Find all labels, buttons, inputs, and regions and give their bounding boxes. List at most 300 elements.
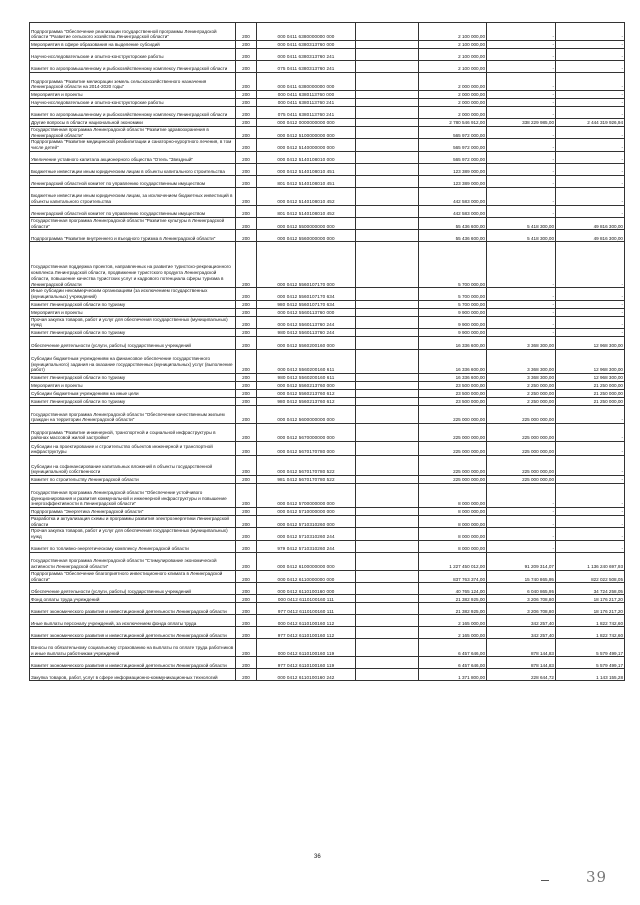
row-empty-cell — [356, 627, 419, 639]
row-admin-cell: 200 — [236, 350, 257, 374]
table-row — [30, 151, 625, 163]
table-row — [30, 456, 625, 476]
row-amount-executed-cell: 15 740 865,95 — [487, 570, 556, 582]
row-code-cell: 977 0412 6110100160 119 — [257, 657, 356, 669]
row-amount-executed-cell: 225 000 000,00 — [487, 424, 556, 442]
row-name-cell: Подпрограмма "Энергетика Ленинградской области" — [30, 508, 236, 516]
table-row — [30, 205, 625, 217]
row-name-cell: Подпрограмма "Обеспечение благоприятного инвестиционного климата в Ленинградской области" — [30, 570, 236, 582]
row-admin-cell: 200 — [236, 390, 257, 398]
row-amount-remaining-cell: - — [556, 288, 625, 300]
row-code-cell: 000 0412 5560213760 612 — [257, 390, 356, 398]
row-amount-remaining-cell: - — [556, 300, 625, 308]
handwritten-page-stamp: 39 — [586, 868, 608, 886]
row-amount-executed-cell: 2 250 000,00 — [487, 398, 556, 406]
row-amount-remaining-cell: - — [556, 49, 625, 61]
row-empty-cell — [356, 398, 419, 406]
row-amount-approved-cell: 5 700 000,00 — [419, 242, 487, 288]
row-amount-approved-cell: 8 000 000,00 — [419, 508, 487, 516]
row-admin-cell: 200 — [236, 119, 257, 127]
row-empty-cell — [356, 382, 419, 390]
row-amount-remaining-cell: 822 022 508,05 — [556, 570, 625, 582]
row-admin-cell: 200 — [236, 540, 257, 552]
row-admin-cell: 200 — [236, 163, 257, 175]
row-amount-approved-cell: 225 000 000,00 — [419, 456, 487, 476]
row-code-cell: 000 0412 6100000000 000 — [257, 552, 356, 570]
row-empty-cell — [356, 300, 419, 308]
table-row — [30, 23, 625, 41]
row-amount-approved-cell: 16 336 600,00 — [419, 374, 487, 382]
row-code-cell: 801 0412 5140108010 452 — [257, 205, 356, 217]
row-code-cell: 000 0412 5700000000 000 — [257, 484, 356, 508]
row-admin-cell: 200 — [236, 23, 257, 41]
row-amount-remaining-cell: - — [556, 424, 625, 442]
row-amount-executed-cell: 3 206 708,80 — [487, 603, 556, 615]
row-empty-cell — [356, 99, 419, 107]
row-amount-executed-cell: - — [487, 61, 556, 73]
row-amount-executed-cell: - — [487, 242, 556, 288]
row-admin-cell: 200 — [236, 552, 257, 570]
row-amount-approved-cell: 225 000 000,00 — [419, 442, 487, 456]
row-amount-remaining-cell: 18 176 217,20 — [556, 603, 625, 615]
row-name-cell: Государственная программа Ленинградской области "Обеспечение устойчивого функционирования и развития коммунальной и инженерной инфраструктуры и повышение энергоэффективности в Ленинградской области" — [30, 484, 236, 508]
table-row — [30, 175, 625, 187]
table-row — [30, 49, 625, 61]
row-code-cell: 000 0412 6110100160 112 — [257, 615, 356, 627]
row-amount-approved-cell: 2 780 546 912,00 — [419, 119, 487, 127]
row-code-cell: 000 0411 6380113760 000 — [257, 91, 356, 99]
row-amount-remaining-cell: - — [556, 442, 625, 456]
row-code-cell: 000 0412 5100000000 000 — [257, 127, 356, 139]
row-amount-executed-cell: - — [487, 528, 556, 540]
row-empty-cell — [356, 308, 419, 316]
row-name-cell: Субсидии бюджетным учреждениям на иные цели — [30, 390, 236, 398]
row-admin-cell: 200 — [236, 406, 257, 424]
row-amount-approved-cell: 40 765 124,00 — [419, 583, 487, 595]
row-name-cell: Научно-исследовательские и опытно-конструкторские работы — [30, 99, 236, 107]
row-amount-remaining-cell: 1 136 240 697,93 — [556, 552, 625, 570]
row-admin-cell: 200 — [236, 484, 257, 508]
row-name-cell: Научно-исследовательские и опытно-конструкторские работы — [30, 49, 236, 61]
row-empty-cell — [356, 603, 419, 615]
row-amount-executed-cell: - — [487, 127, 556, 139]
table-row — [30, 127, 625, 139]
row-amount-executed-cell: 5 418 300,00 — [487, 230, 556, 242]
row-admin-cell: 200 — [236, 49, 257, 61]
row-code-cell: 000 0411 6380113760 241 — [257, 99, 356, 107]
table-row — [30, 337, 625, 350]
row-amount-remaining-cell: - — [556, 540, 625, 552]
row-name-cell: Бюджетные инвестиции иным юридическим лицам в объекты капитального строительства — [30, 163, 236, 175]
row-amount-remaining-cell: - — [556, 484, 625, 508]
row-amount-remaining-cell: 1 822 742,60 — [556, 627, 625, 639]
row-amount-approved-cell: 2 100 000,00 — [419, 41, 487, 49]
row-admin-cell: 200 — [236, 329, 257, 337]
row-admin-cell: 200 — [236, 627, 257, 639]
row-name-cell: Ленинградский областной комитет по управлению государственным имуществом — [30, 205, 236, 217]
row-amount-executed-cell: 225 000 000,00 — [487, 442, 556, 456]
row-amount-approved-cell: 2 000 000,00 — [419, 73, 487, 91]
row-empty-cell — [356, 583, 419, 595]
table-row — [30, 41, 625, 49]
row-amount-remaining-cell: - — [556, 508, 625, 516]
row-empty-cell — [356, 615, 419, 627]
row-amount-executed-cell: 3 368 300,00 — [487, 337, 556, 350]
table-row — [30, 570, 625, 582]
row-amount-remaining-cell: - — [556, 163, 625, 175]
row-amount-remaining-cell: - — [556, 91, 625, 99]
table-row — [30, 484, 625, 508]
row-amount-approved-cell: 9 900 000,00 — [419, 316, 487, 328]
row-name-cell: Комитет Ленинградской области по туризму — [30, 329, 236, 337]
row-name-cell: Субсидии бюджетным учреждениям на финансовое обеспечение государственного (муниципального) задания на оказание государственных (муниципальных) услуг (выполнение работ) — [30, 350, 236, 374]
table-row — [30, 230, 625, 242]
row-admin-cell: 200 — [236, 288, 257, 300]
row-empty-cell — [356, 424, 419, 442]
row-code-cell: 980 0412 5560213760 612 — [257, 398, 356, 406]
row-empty-cell — [356, 242, 419, 288]
row-admin-cell: 200 — [236, 595, 257, 603]
row-amount-approved-cell: 8 000 000,00 — [419, 484, 487, 508]
row-amount-approved-cell: 442 583 000,00 — [419, 205, 487, 217]
row-amount-remaining-cell: - — [556, 308, 625, 316]
row-amount-executed-cell: - — [487, 163, 556, 175]
row-admin-cell: 200 — [236, 91, 257, 99]
row-amount-approved-cell: 2 100 000,00 — [419, 23, 487, 41]
row-amount-approved-cell: 565 972 000,00 — [419, 151, 487, 163]
row-amount-remaining-cell: - — [556, 127, 625, 139]
row-amount-remaining-cell: - — [556, 528, 625, 540]
row-amount-executed-cell: 2 250 000,00 — [487, 382, 556, 390]
row-code-cell: 977 0412 6110100160 112 — [257, 627, 356, 639]
row-code-cell: 000 0412 5710310260 000 — [257, 516, 356, 528]
row-amount-remaining-cell: - — [556, 205, 625, 217]
row-empty-cell — [356, 657, 419, 669]
row-admin-cell: 200 — [236, 398, 257, 406]
row-empty-cell — [356, 595, 419, 603]
row-admin-cell: 200 — [236, 570, 257, 582]
row-amount-approved-cell: 16 336 600,00 — [419, 337, 487, 350]
row-empty-cell — [356, 390, 419, 398]
row-amount-executed-cell: 2 250 000,00 — [487, 390, 556, 398]
row-empty-cell — [356, 127, 419, 139]
row-amount-executed-cell: - — [487, 107, 556, 119]
row-empty-cell — [356, 41, 419, 49]
row-code-cell: 980 0412 5560200160 611 — [257, 374, 356, 382]
table-row — [30, 657, 625, 669]
budget-report-sheet — [29, 22, 623, 681]
row-amount-remaining-cell: - — [556, 107, 625, 119]
row-amount-remaining-cell: 49 816 300,00 — [556, 217, 625, 229]
table-row — [30, 91, 625, 99]
row-code-cell: 000 0412 5710310260 244 — [257, 528, 356, 540]
row-code-cell: 000 0412 5560107170 634 — [257, 288, 356, 300]
row-admin-cell: 200 — [236, 508, 257, 516]
row-amount-executed-cell: - — [487, 23, 556, 41]
row-admin-cell: 200 — [236, 73, 257, 91]
row-amount-executed-cell: - — [487, 540, 556, 552]
row-empty-cell — [356, 669, 419, 681]
row-code-cell: 980 0412 5560113760 244 — [257, 329, 356, 337]
row-name-cell: Государственная программа Ленинградской области "Развитие здравоохранения в Ленинградской области" — [30, 127, 236, 139]
row-name-cell: Комитет Ленинградской области по туризму — [30, 300, 236, 308]
row-code-cell: 000 0412 5560113760 000 — [257, 308, 356, 316]
row-amount-approved-cell: 23 500 000,00 — [419, 390, 487, 398]
row-amount-approved-cell: 225 000 000,00 — [419, 476, 487, 484]
row-admin-cell: 200 — [236, 107, 257, 119]
footer-dash — [541, 880, 549, 881]
row-amount-remaining-cell: 1 822 742,60 — [556, 615, 625, 627]
table-row — [30, 73, 625, 91]
row-admin-cell: 200 — [236, 442, 257, 456]
row-amount-approved-cell: 2 165 000,00 — [419, 615, 487, 627]
row-name-cell: Закупка товаров, работ, услуг в сфере информационно-коммуникационных технологий — [30, 669, 236, 681]
row-name-cell: Комитет по агропромышленному и рыбохозяйственному комплексу Ленинградской области — [30, 61, 236, 73]
row-amount-approved-cell: 2 000 000,00 — [419, 107, 487, 119]
row-amount-executed-cell: 5 418 300,00 — [487, 217, 556, 229]
row-code-cell: 000 0412 5140108010 452 — [257, 187, 356, 205]
table-row — [30, 528, 625, 540]
row-code-cell: 000 0412 5560213760 000 — [257, 382, 356, 390]
row-code-cell: 979 0412 5710310260 244 — [257, 540, 356, 552]
row-amount-remaining-cell: - — [556, 406, 625, 424]
row-amount-approved-cell: 23 500 000,00 — [419, 382, 487, 390]
row-name-cell: Комитет по топливно-энергетическому комплексу Ленинградской области — [30, 540, 236, 552]
table-row — [30, 329, 625, 337]
row-name-cell: Комитет по агропромышленному и рыбохозяйственному комплексу Ленинградской области — [30, 107, 236, 119]
row-amount-approved-cell: 2 000 000,00 — [419, 91, 487, 99]
row-amount-approved-cell: 1 371 800,00 — [419, 669, 487, 681]
row-name-cell: Комитет экономического развития и инвестиционной деятельности Ленинградской области — [30, 603, 236, 615]
row-name-cell: Другие вопросы в области национальной экономики — [30, 119, 236, 127]
row-amount-executed-cell: - — [487, 175, 556, 187]
table-row — [30, 242, 625, 288]
row-amount-approved-cell: 5 700 000,00 — [419, 288, 487, 300]
row-amount-approved-cell: 55 436 600,00 — [419, 230, 487, 242]
row-amount-approved-cell: 6 457 646,00 — [419, 639, 487, 657]
row-amount-executed-cell: 225 000 000,00 — [487, 406, 556, 424]
row-amount-remaining-cell: 5 579 499,17 — [556, 657, 625, 669]
row-amount-executed-cell: 6 040 865,95 — [487, 583, 556, 595]
row-admin-cell: 200 — [236, 374, 257, 382]
row-name-cell: Увеличение уставного капитала акционерного общества "Отель "Звездный" — [30, 151, 236, 163]
row-amount-approved-cell: 225 000 000,00 — [419, 406, 487, 424]
row-name-cell: Комитет Ленинградской области по туризму — [30, 398, 236, 406]
row-amount-executed-cell: - — [487, 91, 556, 99]
row-amount-executed-cell: - — [487, 151, 556, 163]
row-admin-cell: 200 — [236, 187, 257, 205]
table-row — [30, 390, 625, 398]
row-admin-cell: 200 — [236, 242, 257, 288]
row-amount-remaining-cell: - — [556, 456, 625, 476]
table-row — [30, 595, 625, 603]
row-name-cell: Мероприятия и проекты — [30, 308, 236, 316]
row-code-cell: 801 0412 5140108010 451 — [257, 175, 356, 187]
row-amount-executed-cell: - — [487, 187, 556, 205]
row-amount-approved-cell: 8 000 000,00 — [419, 516, 487, 528]
row-code-cell: 000 0412 0000000000 000 — [257, 119, 356, 127]
row-code-cell: 075 0411 6380313760 241 — [257, 61, 356, 73]
row-admin-cell: 200 — [236, 139, 257, 151]
row-name-cell: Мероприятия и проекты — [30, 91, 236, 99]
budget-table — [29, 22, 625, 681]
row-amount-executed-cell: - — [487, 139, 556, 151]
row-admin-cell: 200 — [236, 300, 257, 308]
row-amount-executed-cell: 342 257,40 — [487, 615, 556, 627]
row-name-cell: Обеспечение деятельности (услуги, работы) государственных учреждений — [30, 583, 236, 595]
row-amount-remaining-cell: - — [556, 41, 625, 49]
row-admin-cell: 200 — [236, 99, 257, 107]
row-code-cell: 000 0412 6110000000 000 — [257, 570, 356, 582]
table-row — [30, 61, 625, 73]
row-admin-cell: 200 — [236, 639, 257, 657]
row-amount-executed-cell: 225 000 000,00 — [487, 456, 556, 476]
row-name-cell: Обеспечение деятельности (услуги, работы) государственных учреждений — [30, 337, 236, 350]
table-row — [30, 540, 625, 552]
row-name-cell: Иные выплаты персоналу учреждений, за исключением фонда оплаты труда — [30, 615, 236, 627]
row-code-cell: 000 0412 5560200160 611 — [257, 350, 356, 374]
row-name-cell: Мероприятия в сфере образования на выделение субсидий — [30, 41, 236, 49]
row-amount-approved-cell: 565 972 000,00 — [419, 139, 487, 151]
row-name-cell: Подпрограмма "Обеспечение реализации государственной программы Ленинградской области "Развитие сельского хозяйства Ленинградской области" — [30, 23, 236, 41]
row-amount-remaining-cell: - — [556, 329, 625, 337]
row-admin-cell: 200 — [236, 61, 257, 73]
row-amount-remaining-cell: 12 968 300,00 — [556, 337, 625, 350]
row-amount-remaining-cell: - — [556, 139, 625, 151]
row-empty-cell — [356, 187, 419, 205]
row-amount-approved-cell: 1 227 450 012,00 — [419, 552, 487, 570]
row-code-cell: 977 0412 6110100160 111 — [257, 603, 356, 615]
row-name-cell: Разработка и актуализация схемы и программы развития электроэнергетики Ленинградской области — [30, 516, 236, 528]
row-amount-executed-cell: - — [487, 73, 556, 91]
row-admin-cell: 200 — [236, 316, 257, 328]
row-empty-cell — [356, 516, 419, 528]
row-admin-cell: 200 — [236, 516, 257, 528]
table-row — [30, 476, 625, 484]
row-empty-cell — [356, 151, 419, 163]
table-row — [30, 442, 625, 456]
row-empty-cell — [356, 205, 419, 217]
row-code-cell: 000 0411 6380313760 241 — [257, 49, 356, 61]
row-amount-remaining-cell: - — [556, 187, 625, 205]
row-code-cell: 000 0412 6110100160 119 — [257, 639, 356, 657]
row-admin-cell: 200 — [236, 615, 257, 627]
row-admin-cell: 200 — [236, 476, 257, 484]
row-admin-cell: 200 — [236, 657, 257, 669]
row-admin-cell: 200 — [236, 175, 257, 187]
row-name-cell: Государственная программа Ленинградской области "Стимулирование экономической активности Ленинградской области" — [30, 552, 236, 570]
row-admin-cell: 200 — [236, 669, 257, 681]
table-row — [30, 382, 625, 390]
row-amount-approved-cell: 6 457 646,00 — [419, 657, 487, 669]
row-amount-executed-cell: 878 144,83 — [487, 639, 556, 657]
table-row — [30, 119, 625, 127]
table-row — [30, 603, 625, 615]
row-amount-remaining-cell: 5 579 499,17 — [556, 639, 625, 657]
row-amount-remaining-cell: - — [556, 316, 625, 328]
row-amount-approved-cell: 8 000 000,00 — [419, 540, 487, 552]
table-row — [30, 615, 625, 627]
row-empty-cell — [356, 288, 419, 300]
row-admin-cell: 200 — [236, 528, 257, 540]
row-amount-remaining-cell: 18 176 217,20 — [556, 595, 625, 603]
row-amount-executed-cell: - — [487, 300, 556, 308]
row-code-cell: 000 0412 5560113760 244 — [257, 316, 356, 328]
row-amount-executed-cell: - — [487, 508, 556, 516]
row-empty-cell — [356, 350, 419, 374]
row-name-cell: Бюджетные инвестиции иным юридическим лицам, за исключением бюджетных инвестиций в объекты капитального строительства — [30, 187, 236, 205]
row-empty-cell — [356, 337, 419, 350]
row-admin-cell: 200 — [236, 337, 257, 350]
row-admin-cell: 200 — [236, 41, 257, 49]
page-number: 36 — [314, 854, 321, 860]
row-amount-approved-cell: 9 900 000,00 — [419, 329, 487, 337]
table-row — [30, 99, 625, 107]
row-amount-executed-cell: 228 644,72 — [487, 669, 556, 681]
row-empty-cell — [356, 442, 419, 456]
table-row — [30, 516, 625, 528]
row-amount-executed-cell: - — [487, 288, 556, 300]
row-admin-cell: 200 — [236, 456, 257, 476]
table-row — [30, 406, 625, 424]
row-amount-remaining-cell: 21 250 000,00 — [556, 398, 625, 406]
row-amount-approved-cell: 123 389 000,00 — [419, 175, 487, 187]
row-amount-remaining-cell: - — [556, 73, 625, 91]
row-amount-remaining-cell: 21 250 000,00 — [556, 382, 625, 390]
row-amount-executed-cell: - — [487, 41, 556, 49]
row-empty-cell — [356, 139, 419, 151]
row-code-cell: 000 0411 6380313760 000 — [257, 41, 356, 49]
row-empty-cell — [356, 484, 419, 508]
row-amount-executed-cell: 225 000 000,00 — [487, 476, 556, 484]
row-code-cell: 000 0412 6110100160 111 — [257, 595, 356, 603]
row-amount-remaining-cell: - — [556, 175, 625, 187]
row-admin-cell: 200 — [236, 205, 257, 217]
row-code-cell: 000 0412 5500000000 000 — [257, 217, 356, 229]
row-amount-executed-cell: - — [487, 99, 556, 107]
row-code-cell: 075 0411 6380113760 241 — [257, 107, 356, 119]
table-row — [30, 398, 625, 406]
row-amount-approved-cell: 2 165 000,00 — [419, 627, 487, 639]
row-empty-cell — [356, 49, 419, 61]
row-empty-cell — [356, 119, 419, 127]
row-amount-remaining-cell: 49 816 300,00 — [556, 230, 625, 242]
table-row — [30, 350, 625, 374]
table-row — [30, 308, 625, 316]
row-code-cell: 000 0412 5140108010 451 — [257, 163, 356, 175]
row-empty-cell — [356, 91, 419, 99]
row-name-cell: Мероприятия и проекты — [30, 382, 236, 390]
row-code-cell: 000 0412 5560200160 000 — [257, 337, 356, 350]
row-name-cell: Субсидии на проектирование и строительство объектов инженерной и транспортной инфраструктуры — [30, 442, 236, 456]
table-row — [30, 552, 625, 570]
row-amount-approved-cell: 2 100 000,00 — [419, 49, 487, 61]
row-code-cell: 000 0412 6110100160 242 — [257, 669, 356, 681]
row-empty-cell — [356, 552, 419, 570]
row-admin-cell: 200 — [236, 127, 257, 139]
table-row — [30, 163, 625, 175]
table-row — [30, 583, 625, 595]
row-amount-approved-cell: 23 500 000,00 — [419, 398, 487, 406]
row-amount-executed-cell: - — [487, 308, 556, 316]
row-empty-cell — [356, 23, 419, 41]
row-amount-remaining-cell: - — [556, 61, 625, 73]
row-name-cell: Подпрограмма "Развитие инженерной, транспортной и социальной инфраструктуры в районах массовой жилой застройки" — [30, 424, 236, 442]
row-amount-approved-cell: 8 000 000,00 — [419, 528, 487, 540]
row-amount-remaining-cell: - — [556, 23, 625, 41]
row-code-cell: 000 0412 5560000000 000 — [257, 230, 356, 242]
row-code-cell: 000 0411 6380000000 000 — [257, 73, 356, 91]
